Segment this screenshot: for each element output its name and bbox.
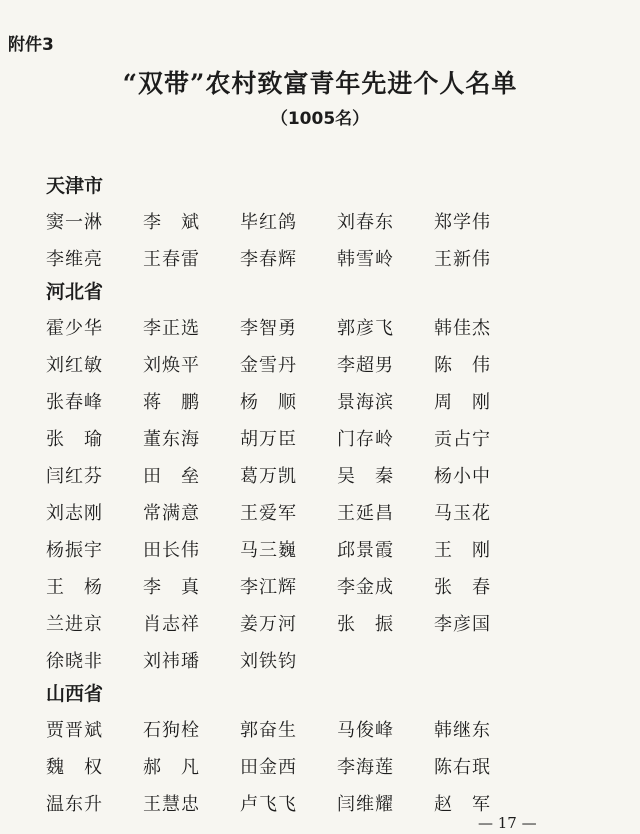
name-row: [46, 710, 606, 747]
person-name: 马三巍: [240, 539, 297, 561]
person-name: 吴 秦: [337, 465, 394, 487]
person-name: 李 真: [143, 576, 200, 598]
person-name: 陈右珉: [434, 756, 491, 778]
person-name: 肖志祥: [143, 613, 200, 635]
person-name: 刘志刚: [46, 502, 103, 524]
person-name: 姜万河: [240, 613, 297, 635]
person-name: 张 瑜: [46, 428, 103, 450]
person-name: 张 振: [337, 613, 394, 635]
person-name: 李海莲: [337, 756, 394, 778]
name-row: [46, 382, 606, 419]
person-name: 田金西: [240, 756, 297, 778]
person-name: 董东海: [143, 428, 200, 450]
person-name: 李春辉: [240, 248, 297, 270]
person-name: 贡占宁: [434, 428, 491, 450]
person-name: 金雪丹: [240, 354, 297, 376]
page-subtitle: （1005名）: [270, 109, 370, 129]
name-row: [46, 419, 606, 456]
person-name: 霍少华: [46, 317, 103, 339]
person-name: 李维亮: [46, 248, 103, 270]
person-name: 胡万臣: [240, 428, 297, 450]
person-name: 王爱军: [240, 502, 297, 524]
person-name: 郭奋生: [240, 719, 297, 741]
person-name: 王春雷: [143, 248, 200, 270]
person-name: 郑学伟: [434, 211, 491, 233]
person-name: 常满意: [143, 502, 200, 524]
person-name: 邱景霞: [337, 539, 394, 561]
person-name: 周 刚: [434, 391, 491, 413]
person-name: 刘铁钧: [240, 650, 297, 672]
person-name: 王延昌: [337, 502, 394, 524]
person-name: 石狗栓: [143, 719, 200, 741]
person-name: 马俊峰: [337, 719, 394, 741]
person-name: 卢飞飞: [240, 793, 297, 815]
region-heading: 河北省: [46, 281, 104, 303]
person-name: 王新伟: [434, 248, 491, 270]
person-name: 刘祎璠: [143, 650, 200, 672]
name-row: [46, 308, 606, 345]
person-name: 王慧忠: [143, 793, 200, 815]
name-row: [46, 456, 606, 493]
person-name: 葛万凯: [240, 465, 297, 487]
person-name: 刘春东: [337, 211, 394, 233]
person-name: 兰进京: [46, 613, 103, 635]
person-name: 李正选: [143, 317, 200, 339]
person-name: 韩雪岭: [337, 248, 394, 270]
person-name: 刘焕平: [143, 354, 200, 376]
region-heading: 山西省: [46, 683, 104, 705]
person-name: 景海滨: [337, 391, 394, 413]
person-name: 徐晓非: [46, 650, 103, 672]
page-number: — 17 —: [478, 814, 537, 832]
person-name: 郭彦飞: [337, 317, 394, 339]
name-row: [46, 747, 606, 784]
person-name: 闫维耀: [337, 793, 394, 815]
name-row: [46, 567, 606, 604]
person-name: 杨小中: [434, 465, 491, 487]
name-row: [46, 202, 606, 239]
person-name: 田 垒: [143, 465, 200, 487]
person-name: 窦一淋: [46, 211, 103, 233]
person-name: 魏 权: [46, 756, 103, 778]
person-name: 郝 凡: [143, 756, 200, 778]
attachment-label: 附件3: [8, 35, 54, 55]
person-name: 王 刚: [434, 539, 491, 561]
name-row: [46, 239, 606, 276]
person-name: 蒋 鹏: [143, 391, 200, 413]
page-title: “双带”农村致富青年先进个人名单: [122, 69, 518, 98]
person-name: 刘红敏: [46, 354, 103, 376]
person-name: 陈 伟: [434, 354, 491, 376]
person-name: 闫红芬: [46, 465, 103, 487]
person-name: 张 春: [434, 576, 491, 598]
person-name: 李智勇: [240, 317, 297, 339]
region-heading: 天津市: [46, 175, 104, 197]
person-name: 张春峰: [46, 391, 103, 413]
person-name: 赵 军: [434, 793, 491, 815]
person-name: 韩继东: [434, 719, 491, 741]
name-row: [46, 493, 606, 530]
person-name: 李 斌: [143, 211, 200, 233]
person-name: 韩佳杰: [434, 317, 491, 339]
name-row: [46, 530, 606, 567]
person-name: 李超男: [337, 354, 394, 376]
person-name: 李彦国: [434, 613, 491, 635]
name-list: [46, 170, 606, 821]
person-name: 贾晋斌: [46, 719, 103, 741]
person-name: 杨 顺: [240, 391, 297, 413]
name-row: [46, 641, 606, 678]
person-name: 田长伟: [143, 539, 200, 561]
person-name: 王 杨: [46, 576, 103, 598]
person-name: 李金成: [337, 576, 394, 598]
person-name: 温东升: [46, 793, 103, 815]
person-name: 李江辉: [240, 576, 297, 598]
person-name: 毕红鸽: [240, 211, 297, 233]
person-name: 门存岭: [337, 428, 394, 450]
person-name: 杨振宇: [46, 539, 103, 561]
name-row: [46, 604, 606, 641]
name-row: [46, 345, 606, 382]
person-name: 马玉花: [434, 502, 491, 524]
